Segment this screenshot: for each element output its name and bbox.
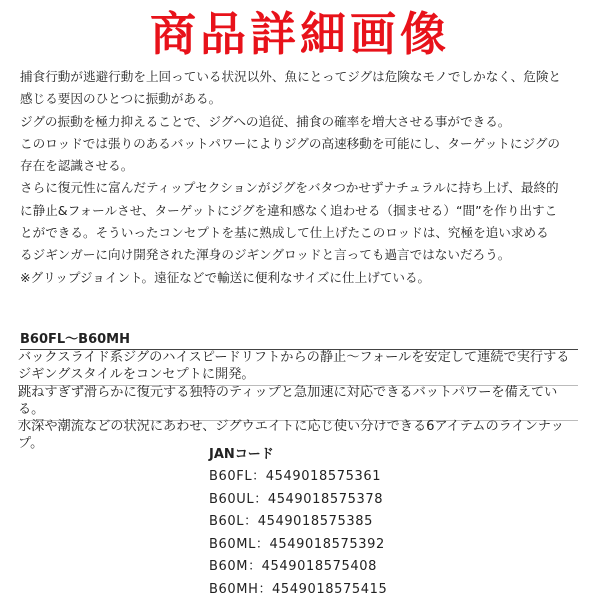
intro-line: 感じる要因のひとつに振動がある。 — [20, 88, 586, 110]
page-title: 商品詳細画像 — [0, 4, 600, 64]
intro-line: ジグの振動を極力抑えることで、ジグへの追従、捕食の確率を増大させる事ができる。 — [20, 111, 586, 133]
intro-line: とができる。そういったコンセプトを基に熟成して仕上げたこのロッドは、究極を追い求める — [20, 222, 586, 244]
jan-code-row: B60M：4549018575408 — [209, 556, 387, 579]
intro-line: に静止&フォールさせ、ターゲットにジグを違和感なく追わせる（掴ませる）“間”を作り出すこ — [20, 200, 586, 222]
intro-line: るジギンガーに向け開発された渾身のジギングロッドと言っても過言ではないだろう。 — [20, 244, 586, 266]
spec-paragraph: 水深や潮流などの状況にあわせ、ジグウエイトに応じ使い分けできる6アイテムのラインナップ。 — [18, 418, 578, 454]
jan-code-row: B60UL：4549018575378 — [209, 489, 387, 512]
jan-code-list — [209, 466, 387, 601]
intro-line: このロッドでは張りのあるバットパワーによりジグの高速移動を可能にし、ターゲットにジグの — [20, 133, 586, 155]
spec-paragraph: バックスライド系ジグのハイスピードリフトからの静止～フォールを安定して連続で実行するジギングスタイルをコンセプトに開発。 — [18, 349, 578, 386]
intro-line: さらに復元性に富んだティップセクションがジグをバタつかせずナチュラルに持ち上げ、最終的 — [20, 177, 586, 199]
spec-paragraph: 跳ねすぎず滑らかに復元する独特のティップと急加速に対応できるバットパワーを備えている。 — [18, 384, 578, 421]
jan-code-row: B60MH：4549018575415 — [209, 579, 387, 601]
intro-text — [20, 66, 586, 289]
intro-line: 捕食行動が逃避行動を上回っている状況以外、魚にとってジグは危険なモノでしかなく、危険と — [20, 66, 586, 88]
jan-code-title: JANコード — [209, 446, 274, 464]
intro-line: 存在を認識させる。 — [20, 155, 586, 177]
intro-line: ※グリップジョイント。遠征などで輸送に便利なサイズに仕上げている。 — [20, 267, 586, 289]
jan-code-row: B60L：4549018575385 — [209, 511, 387, 534]
spec-heading: B60FL～B60MH — [20, 331, 578, 350]
jan-code-row: B60ML：4549018575392 — [209, 534, 387, 557]
jan-code-row: B60FL：4549018575361 — [209, 466, 387, 489]
